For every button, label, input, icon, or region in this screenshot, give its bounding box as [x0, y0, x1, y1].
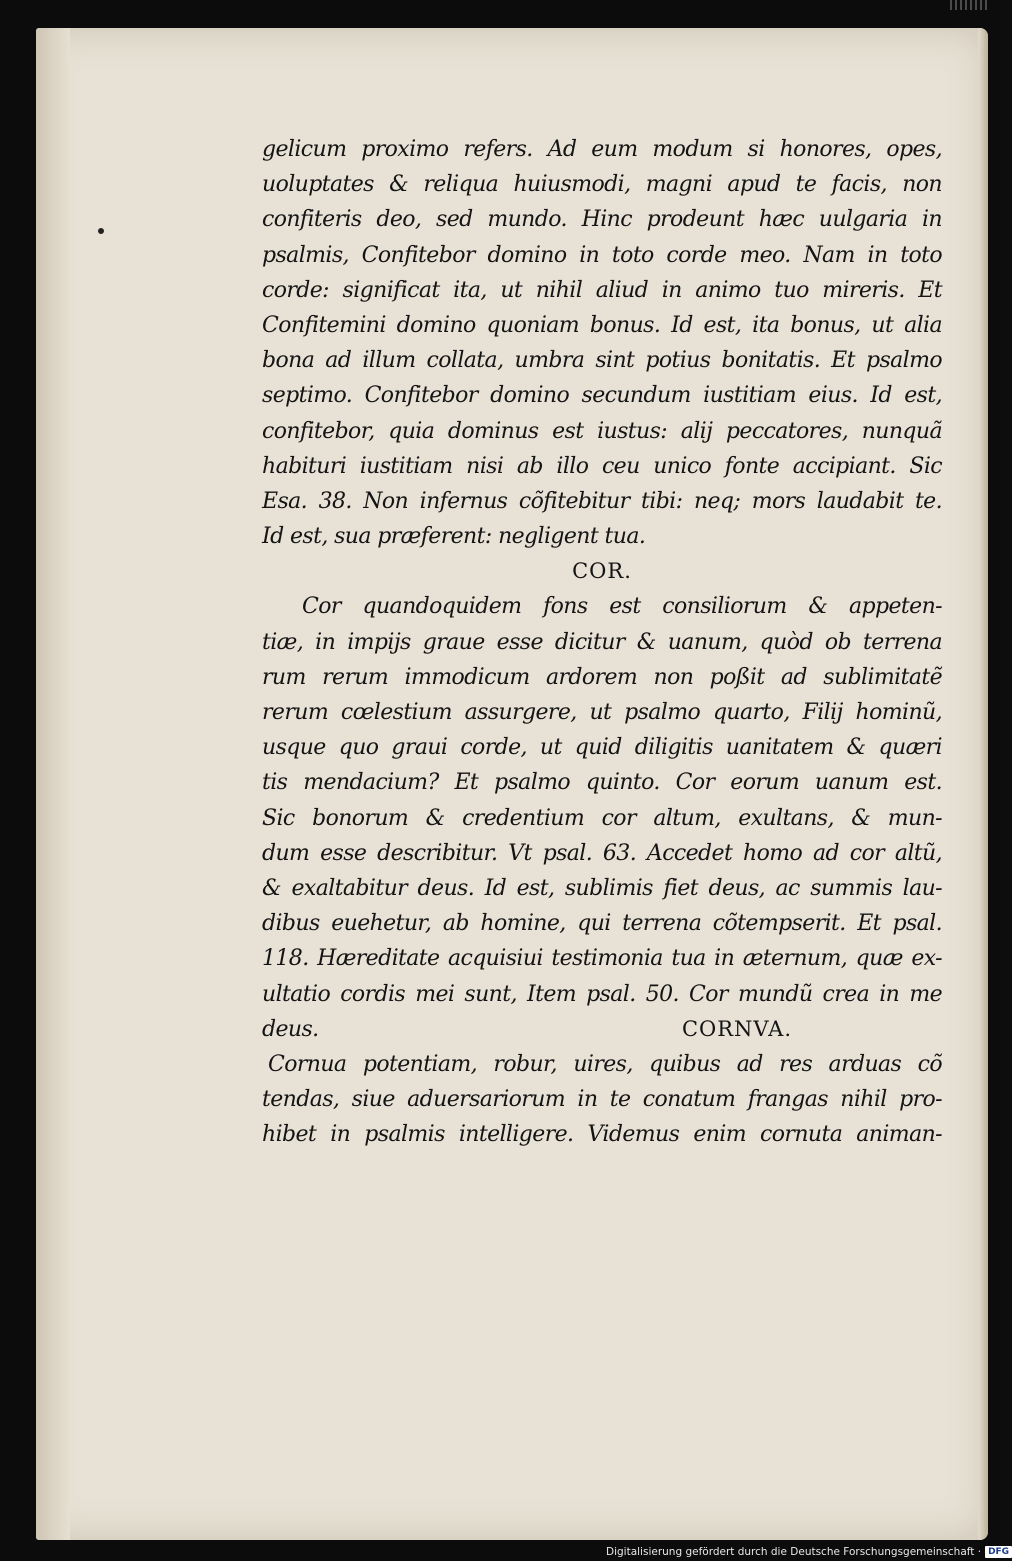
text-line: Confitemini domino quoniam bonus. Id est, ita bonus, ut alia: [262, 312, 942, 338]
text-line: psalmis, Confitebor domino in toto corde meo. Nam in toto: [262, 242, 942, 268]
text-line: Cornua potentiam, robur, uires, quibus ad res arduas cõ: [268, 1051, 942, 1077]
text-line: rerum cœlestium assurgere, ut psalmo quarto, Filij hominũ,: [262, 700, 942, 725]
section-heading-cornua: CORNVA.: [681, 1016, 792, 1041]
funding-footer: [606, 1545, 1012, 1559]
text-line: dum esse describitur. Vt psal. 63. Accedet homo ad cor altũ,: [262, 840, 942, 866]
text-line: corde: significat ita, ut nihil aliud in animo tuo mireris. Et: [262, 277, 942, 303]
footer-text: Digitalisierung gefördert durch die Deutsche Forschungsgemeinschaft ·: [606, 1546, 982, 1558]
text-line: dibus euehetur, ab homine, qui terrena cõtempserit. Et psal.: [262, 911, 942, 937]
text-line: & exaltabitur deus. Id est, sublimis fiet deus, ac summis lau-: [262, 875, 942, 901]
section-heading-cor: COR.: [572, 559, 632, 584]
text-line: Sic bonorum & credentium cor altum, exultans, & mun-: [262, 805, 942, 831]
page-edge: [978, 28, 988, 1540]
text-line: Cor quandoquidem fons est consiliorum & appeten-: [302, 594, 942, 620]
text-line: tiæ, in impijs graue esse dicitur & uanum, quòd ob terrena: [262, 629, 942, 655]
text-line: bona ad illum collata, umbra sint potius bonitatis. Et psalmo: [262, 348, 942, 374]
text-line: hibet in psalmis intelligere. Videmus enim cornuta animan-: [262, 1122, 942, 1148]
ink-dot: [98, 228, 104, 234]
text-line: tendas, siue aduersariorum in te conatum frangas nihil pro-: [262, 1087, 942, 1113]
text-line: ultatio cordis mei sunt, Item psal. 50. Cor mundũ crea in me: [262, 981, 942, 1007]
heading-line-cornua: [262, 1012, 942, 1047]
text-line: septimo. Confitebor domino secundum iustitiam eius. Id est,: [262, 383, 942, 409]
text-line: confiteris deo, sed mundo. Hinc prodeunt hæc uulgaria in: [262, 207, 942, 233]
text-line: Esa. 38. Non infernus cõfitebitur tibi: neq; mors laudabit te.: [262, 488, 942, 514]
text-line: 118. Hæreditate acquisiui testimonia tua in æternum, quæ ex-: [262, 946, 942, 972]
page-text: [262, 132, 942, 1152]
dfg-logo: DFG: [985, 1546, 1012, 1558]
text-word: deus.: [262, 1016, 319, 1042]
scan-edge-mark: [950, 0, 990, 10]
text-line: usque quo graui corde, ut quid diligitis uanitatem & quæri: [262, 735, 942, 761]
text-line: confitebor, quia dominus est iustus: alij peccatores, nunquã: [262, 418, 942, 444]
page-gutter: [36, 28, 70, 1540]
text-line: uoluptates & reliqua huiusmodi, magni apud te facis, non: [262, 172, 942, 198]
text-line: gelicum proximo refers. Ad eum modum si honores, opes,: [262, 137, 942, 162]
text-line: habituri iustitiam nisi ab illo ceu unico fonte accipiant. Sic: [262, 453, 942, 479]
text-line: Id est, sua præferent: negligent tua.: [262, 524, 646, 550]
text-line: rum rerum immodicum ardorem non poßit ad sublimitatẽ: [262, 664, 942, 690]
text-line: tis mendacium? Et psalmo quinto. Cor eorum uanum est.: [262, 770, 942, 796]
